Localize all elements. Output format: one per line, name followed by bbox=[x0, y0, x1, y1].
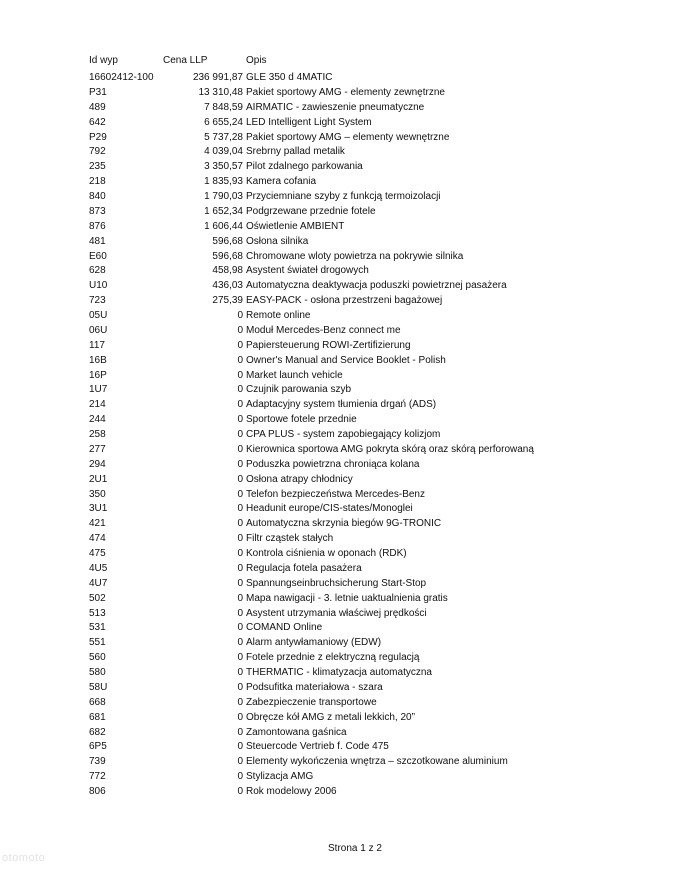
option-price: 0 bbox=[237, 443, 243, 455]
option-description: Pilot zdalnego parkowania bbox=[246, 161, 363, 173]
option-price: 4 039,04 bbox=[204, 146, 243, 158]
option-code: 580 bbox=[89, 667, 106, 678]
table-row bbox=[0, 190, 681, 205]
option-code: 682 bbox=[89, 726, 106, 738]
option-code: 58U bbox=[89, 681, 108, 693]
option-description: Spannungseinbruchsicherung Start-Stop bbox=[246, 577, 427, 589]
table-row bbox=[0, 488, 681, 503]
table-row bbox=[0, 458, 681, 473]
option-price: 0 bbox=[237, 488, 243, 500]
option-description: Sportowe fotele przednie bbox=[246, 414, 357, 426]
options-table bbox=[0, 71, 681, 800]
option-description: Mapa nawigacji - 3. letnie uaktualnienia gratis bbox=[246, 592, 448, 604]
option-price: 0 bbox=[237, 399, 243, 411]
option-code: 772 bbox=[89, 771, 106, 783]
option-code: 481 bbox=[89, 235, 106, 247]
option-description: Moduł Mercedes-Benz connect me bbox=[246, 324, 401, 336]
option-description: Adaptacyjny system tłumienia drgań (ADS) bbox=[246, 399, 437, 411]
option-code: 244 bbox=[89, 414, 106, 426]
option-code: 792 bbox=[89, 146, 106, 158]
option-price: 3 350,57 bbox=[204, 161, 243, 173]
option-description: Filtr cząstek stałych bbox=[246, 533, 334, 545]
table-row bbox=[0, 726, 681, 741]
option-description: Kierownica sportowa AMG pokryta skórą oraz skórą perforowaną bbox=[246, 443, 534, 455]
option-description: Elementy wykończenia wnętrza – szczotkowane aluminium bbox=[246, 756, 508, 768]
table-row bbox=[0, 428, 681, 443]
option-description: Asystent świateł drogowych bbox=[246, 265, 369, 277]
table-row bbox=[0, 696, 681, 711]
option-code: 235 bbox=[89, 161, 106, 173]
option-description: Telefon bezpieczeństwa Mercedes-Benz bbox=[246, 488, 425, 500]
table-row bbox=[0, 517, 681, 532]
table-row bbox=[0, 740, 681, 755]
option-description: Papiersteuerung ROWI-Zertifizierung bbox=[246, 339, 411, 351]
option-price: 0 bbox=[237, 503, 243, 515]
option-price: 0 bbox=[237, 756, 243, 768]
option-price: 0 bbox=[237, 681, 243, 693]
watermark: otomoto bbox=[2, 852, 46, 864]
option-price: 1 790,03 bbox=[204, 191, 243, 202]
option-description: Fotele przednie z elektryczną regulacją bbox=[246, 652, 420, 664]
option-description: Asystent utrzymania właściwej prędkości bbox=[246, 607, 427, 619]
option-price: 0 bbox=[237, 310, 243, 321]
table-row bbox=[0, 592, 681, 607]
option-code: 840 bbox=[89, 191, 106, 202]
table-row bbox=[0, 502, 681, 517]
option-price: 0 bbox=[237, 786, 243, 797]
column-header-description: Opis bbox=[246, 55, 267, 66]
option-description: Owner's Manual and Service Booklet - Polish bbox=[246, 354, 446, 366]
option-code: 3U1 bbox=[89, 503, 108, 515]
option-code: 474 bbox=[89, 533, 106, 545]
option-description: Zamontowana gaśnica bbox=[246, 726, 347, 738]
option-price: 0 bbox=[237, 771, 243, 783]
option-description: Rok modelowy 2006 bbox=[246, 786, 337, 797]
table-row bbox=[0, 279, 681, 294]
option-price: 0 bbox=[237, 458, 243, 470]
option-price: 5 737,28 bbox=[204, 131, 243, 143]
option-price: 0 bbox=[237, 339, 243, 351]
option-description: Poduszka powietrzna chroniąca kolana bbox=[246, 458, 420, 470]
option-code: 16602412-100 bbox=[89, 72, 154, 83]
option-code: 218 bbox=[89, 176, 106, 188]
table-row bbox=[0, 205, 681, 220]
table-row bbox=[0, 294, 681, 309]
option-code: 294 bbox=[89, 458, 106, 470]
table-row bbox=[0, 532, 681, 547]
option-code: 277 bbox=[89, 443, 106, 455]
table-row bbox=[0, 354, 681, 369]
option-price: 0 bbox=[237, 711, 243, 723]
table-row bbox=[0, 160, 681, 175]
option-description: AIRMATIC - zawieszenie pneumatyczne bbox=[246, 101, 425, 113]
option-code: 873 bbox=[89, 205, 106, 217]
option-code: 739 bbox=[89, 756, 106, 768]
option-price: 0 bbox=[237, 518, 243, 530]
option-price: 0 bbox=[237, 592, 243, 604]
option-price: 0 bbox=[237, 667, 243, 678]
table-row bbox=[0, 383, 681, 398]
option-code: P31 bbox=[89, 86, 107, 98]
option-code: U10 bbox=[89, 280, 108, 292]
option-description: Pakiet sportowy AMG - elementy zewnętrzne bbox=[246, 86, 445, 98]
option-description: Osłona silnika bbox=[246, 235, 309, 247]
option-code: 723 bbox=[89, 295, 106, 307]
table-row bbox=[0, 562, 681, 577]
option-price: 458,98 bbox=[212, 265, 243, 277]
option-price: 0 bbox=[237, 548, 243, 559]
option-code: 513 bbox=[89, 607, 106, 619]
option-code: 05U bbox=[89, 310, 108, 321]
table-row bbox=[0, 324, 681, 339]
option-price: 0 bbox=[237, 562, 243, 574]
option-description: Headunit europe/CIS-states/Monoglei bbox=[246, 503, 413, 515]
option-code: 642 bbox=[89, 116, 106, 128]
option-description: Stylizacja AMG bbox=[246, 771, 314, 783]
table-row bbox=[0, 547, 681, 562]
option-code: 214 bbox=[89, 399, 106, 411]
table-row bbox=[0, 309, 681, 324]
option-description: Zabezpieczenie transportowe bbox=[246, 696, 377, 708]
option-price: 0 bbox=[237, 429, 243, 440]
option-description: Market launch vehicle bbox=[246, 369, 343, 381]
option-price: 7 848,59 bbox=[204, 101, 243, 113]
table-row bbox=[0, 636, 681, 651]
table-row bbox=[0, 443, 681, 458]
table-row bbox=[0, 235, 681, 250]
option-description: Kamera cofania bbox=[246, 176, 317, 188]
option-code: 876 bbox=[89, 220, 106, 232]
option-price: 596,68 bbox=[212, 235, 243, 247]
table-row bbox=[0, 339, 681, 354]
table-row bbox=[0, 398, 681, 413]
table-row bbox=[0, 86, 681, 101]
table-row bbox=[0, 369, 681, 384]
option-code: 489 bbox=[89, 101, 106, 113]
option-price: 0 bbox=[237, 577, 243, 589]
table-row bbox=[0, 621, 681, 636]
table-row bbox=[0, 413, 681, 428]
table-row bbox=[0, 666, 681, 681]
option-description: Automatyczna deaktywacja poduszki powietrznej pasażera bbox=[246, 280, 507, 292]
option-description: Osłona atrapy chłodnicy bbox=[246, 473, 353, 485]
option-price: 0 bbox=[237, 741, 243, 753]
option-description: Srebrny pallad metalik bbox=[246, 146, 345, 158]
option-code: 560 bbox=[89, 652, 106, 664]
option-code: 2U1 bbox=[89, 473, 108, 485]
column-header-id: Id wyp bbox=[89, 55, 118, 66]
table-row bbox=[0, 473, 681, 488]
option-description: LED Intelligent Light System bbox=[246, 116, 372, 128]
option-description: EASY-PACK - osłona przestrzeni bagażowej bbox=[246, 295, 443, 307]
option-code: 4U5 bbox=[89, 562, 108, 574]
option-code: 1U7 bbox=[89, 384, 108, 396]
option-price: 0 bbox=[237, 473, 243, 485]
option-price: 0 bbox=[237, 533, 243, 545]
option-price: 0 bbox=[237, 607, 243, 619]
table-row bbox=[0, 220, 681, 235]
option-description: GLE 350 d 4MATIC bbox=[246, 72, 333, 83]
table-row bbox=[0, 101, 681, 116]
option-price: 0 bbox=[237, 622, 243, 634]
option-code: 531 bbox=[89, 622, 106, 634]
option-description: CPA PLUS - system zapobiegający kolizjom bbox=[246, 429, 441, 440]
option-price: 0 bbox=[237, 696, 243, 708]
option-description: Chromowane wloty powietrza na pokrywie silnika bbox=[246, 250, 464, 262]
option-description: Kontrola ciśnienia w oponach (RDK) bbox=[246, 548, 407, 559]
option-description: Czujnik parowania szyb bbox=[246, 384, 352, 396]
option-code: 668 bbox=[89, 696, 106, 708]
option-description: Remote online bbox=[246, 310, 311, 321]
option-price: 0 bbox=[237, 324, 243, 336]
table-row bbox=[0, 711, 681, 726]
option-code: 475 bbox=[89, 548, 106, 559]
option-code: 06U bbox=[89, 324, 108, 336]
option-price: 0 bbox=[237, 414, 243, 426]
option-code: 628 bbox=[89, 265, 106, 277]
table-row bbox=[0, 264, 681, 279]
table-row bbox=[0, 651, 681, 666]
option-description: Regulacja fotela pasażera bbox=[246, 562, 362, 574]
option-price: 275,39 bbox=[212, 295, 243, 307]
option-description: Oświetlenie AMBIENT bbox=[246, 220, 345, 232]
table-row bbox=[0, 755, 681, 770]
option-description: Podgrzewane przednie fotele bbox=[246, 205, 376, 217]
page-number: Strona 1 z 2 bbox=[328, 843, 382, 854]
table-row bbox=[0, 785, 681, 800]
table-row bbox=[0, 175, 681, 190]
option-code: P29 bbox=[89, 131, 107, 143]
option-code: 4U7 bbox=[89, 577, 108, 589]
option-code: 421 bbox=[89, 518, 106, 530]
option-price: 1 835,93 bbox=[204, 176, 243, 188]
option-price: 436,03 bbox=[212, 280, 243, 292]
option-code: 551 bbox=[89, 637, 106, 649]
table-row bbox=[0, 131, 681, 146]
option-code: 681 bbox=[89, 711, 106, 723]
option-code: 258 bbox=[89, 429, 106, 440]
option-price: 0 bbox=[237, 726, 243, 738]
option-price: 0 bbox=[237, 369, 243, 381]
option-code: 502 bbox=[89, 592, 106, 604]
option-code: 117 bbox=[89, 339, 105, 351]
option-price: 0 bbox=[237, 354, 243, 366]
option-description: THERMATIC - klimatyzacja automatyczna bbox=[246, 667, 432, 678]
table-row bbox=[0, 607, 681, 622]
option-description: Automatyczna skrzynia biegów 9G-TRONIC bbox=[246, 518, 442, 530]
option-code: 16B bbox=[89, 354, 107, 366]
option-description: Przyciemniane szyby z funkcją termoizolacji bbox=[246, 191, 441, 202]
option-description: Steuercode Vertrieb f. Code 475 bbox=[246, 741, 389, 753]
table-row bbox=[0, 770, 681, 785]
option-price: 6 655,24 bbox=[204, 116, 243, 128]
option-price: 1 606,44 bbox=[204, 220, 243, 232]
column-header-price: Cena LLP bbox=[163, 55, 208, 66]
option-description: Alarm antywłamaniowy (EDW) bbox=[246, 637, 382, 649]
option-description: COMAND Online bbox=[246, 622, 323, 634]
option-price: 13 310,48 bbox=[198, 86, 243, 98]
option-code: E60 bbox=[89, 250, 107, 262]
option-description: Podsufitka materiałowa - szara bbox=[246, 681, 383, 693]
option-code: 350 bbox=[89, 488, 106, 500]
table-row bbox=[0, 145, 681, 160]
option-code: 806 bbox=[89, 786, 106, 797]
option-price: 0 bbox=[237, 637, 243, 649]
table-row bbox=[0, 577, 681, 592]
table-row bbox=[0, 71, 681, 86]
option-code: 6P5 bbox=[89, 741, 107, 753]
option-description: Obręcze kół AMG z metali lekkich, 20” bbox=[246, 711, 415, 723]
option-description: Pakiet sportowy AMG – elementy wewnętrzne bbox=[246, 131, 450, 143]
table-row bbox=[0, 250, 681, 265]
option-price: 0 bbox=[237, 652, 243, 664]
option-price: 596,68 bbox=[212, 250, 243, 262]
option-code: 16P bbox=[89, 369, 107, 381]
option-price: 1 652,34 bbox=[204, 205, 243, 217]
table-row bbox=[0, 681, 681, 696]
table-row bbox=[0, 116, 681, 131]
option-price: 0 bbox=[237, 384, 243, 396]
option-price: 236 991,87 bbox=[192, 72, 243, 83]
